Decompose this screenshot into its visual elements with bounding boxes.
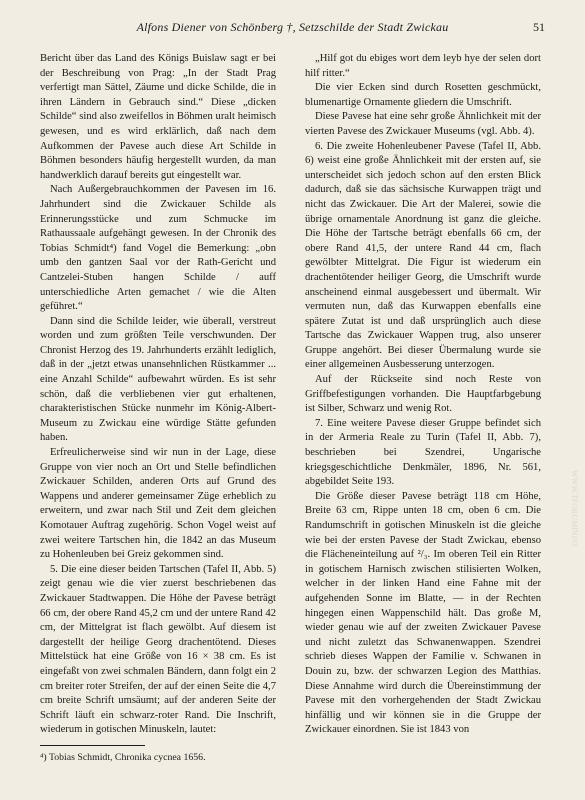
paragraph: Die Größe dieser Pavese beträgt 118 cm Höhe, Breite 63 cm, Rippe unten 18 cm, oben 6 cm. Die Randumschrift in gotischen Minuskeln ist die gleiche wie bei der ersten Pavese der Stadt Zwickau, ebenso die Flächeneinteilung auf ²/₃. Im oberen Teil ein Ritter in gotischem Harnisch zwischen stilisierten Wolken, welcher in der linken Hand eine Fahne mit der aufgehenden Sonne im Blatte, — in der Rechten hingegen einen Wappenschild hält. Das große M, wieder genau wie auf der zweiten Zwickauer Pavese und nicht zuletzt das Schwanenwappen. Szendrei schrieb dieses Wappen der Familie v. Schwanen in Douin zu, bzw. der schwarzen Legion des Matthias. Diese Annahme wird durch die Übereinstimmung der Pavese mit den vorhergehenden der Stadt Zwickau hinfällig und wir können sie in die Gruppe der Zwickauer einordnen. Sie ist 1843 von	[305, 490, 541, 736]
right-column	[305, 52, 541, 738]
quotation: „Hilf got du ebiges wort dem leyb hye der selen dort hilf ritter.“	[305, 53, 541, 79]
left-column	[40, 52, 276, 738]
paragraph: 5. Die eine dieser beiden Tartschen (Tafel II, Abb. 5) zeigt genau wie die vier zuerst beschriebenen das Zwickauer Stadtwappen. Die Höhe der Pavese beträgt 66 cm, der obere Rand 45,2 cm und der untere Rand 42 cm, der Mittelgrat ist flach gewölbt. Auf diesem ist dargestellt der heilige Georg drachentötend. Dieses Mittelstück hat eine Größe von 16 × 38 cm. Es ist eingefaßt von zwei schmalen Bändern, dann folgt ein 2 cm breiter roter Streifen, der auf der einen Seite die 4,7 cm breite Schrift umsäumt; auf der anderen Seite der Schrift läuft ein schwarz-roter Rand. Die Inschrift, wiederum in gotischen Minuskeln, lautet:	[40, 563, 276, 736]
footnote: ⁴) Tobias Schmidt, Chronika cycnea 1656.	[40, 752, 206, 763]
running-title: Alfons Diener von Schönberg †, Setzschilde der Stadt Zwickau	[136, 20, 449, 34]
paragraph: Erfreulicherweise sind wir nun in der Lage, diese Gruppe von vier noch an Ort und Stelle befindlichen Zwickauer Schilden, anderen Orts auf Grund des Wappens und anderer gemeinsamer Züge erheblich zu erweitern, und zwar nach Stil und Zeit dem gleichen Komotauer Auftrag zugehörig. Schon Vogel weist auf zwei weitere Tartschen hin, die 1842 an das Museum zu Hohenleuben bei Greiz gekommen sind.	[40, 447, 276, 561]
watermark: WWW.TFORUMINFO	[570, 470, 579, 546]
paragraph: Auf der Rückseite sind noch Reste von Griffbefestigungen vorhanden. Die Hauptfarbgebung ist Silber, Schwarz und wenig Rot.	[305, 374, 541, 415]
paragraph: Die vier Ecken sind durch Rosetten geschmückt, blumenartige Ornamente gliedern die Umschrift.	[305, 82, 541, 108]
paragraph: Dann sind die Schilde leider, wie überall, verstreut worden und zum größten Teile verschwunden. Der Chronist Herzog des 19. Jahrhunderts erzählt lediglich, daß in der „jetzt etwas unansehnlichen Rüstkammer ... eine Anzahl Schilde“ aufbewahrt würden. Es ist sehr schön, daß die verbliebenen vier gut erhaltenen, charakteristischen Stücke nunmehr im König-Albert-Museum zu Zwickau eine würdige Stätte gefunden haben.	[40, 315, 276, 444]
paragraph: Bericht über das Land des Königs Buislaw sagt er bei der Beschreibung von Prag: „In der Stadt Prag verfertigt man Sättel, Zäume und dicke Schilde, die in ihren Ländern in Gebrauch sind.“ Diese „dicken Schilde“ sind also zweifellos in Böhmen uralt heimisch gewesen, und es wird erklärlich, daß nach dem Aufkommen der Pavese auch diese Art Schilde in Böhmen besonders häufig hergestellt wurden, da man handwerklich darauf bereits gut eingestellt war.	[40, 53, 276, 181]
paragraph: Nach Außergebrauchkommen der Pavesen im 16. Jahrhundert sind die Zwickauer Schilde als Erinnerungsstücke und zum Schmucke im Rathaussaale aufgehängt gewesen. In der Chronik des Tobias Schmidt⁴) fand Vogel die Bemerkung: „obn umb den gantzen Saal vor der Rath-Gericht und Cantzelei-Stuben hangen Schilde / auff unterschiedliche Arten gemachet / wie die Alten geführet.“	[40, 184, 276, 313]
paragraph: 7. Eine weitere Pavese dieser Gruppe befindet sich in der Armeria Reale zu Turin (Tafel II, Abb. 7), beschrieben bei Szendrei, Ungarische kriegsgeschichtliche Denkmäler, 1896, Nr. 561, abgebildet Seite 193.	[305, 417, 541, 488]
paragraph: 6. Die zweite Hohenleubener Pavese (Tafel II, Abb. 6) weist eine große Ähnlichkeit mit der ersten auf, sie unterscheidet sich jedoch schon auf den ersten Blick dadurch, daß sie das sächsische Kurwappen trägt und nicht das Zwickauer. Die Art der Malerei, sowie die übrige ornamentale Anordnung ist ganz die gleiche. Die Höhe der Tartsche beträgt ebenfalls 66 cm, der obere Rand 41,5, der untere Rand 44 cm, flach gewölbter Mittelgrat. Die Figur ist wiederum ein drachentötender heiliger Georg, die Umschrift wurde anscheinend einmal ausgebessert und übermalt. Wir vermuten nun, daß das Kurwappen ebenfalls eine spätere Zutat ist und daß ursprünglich auch diese Tartsche das Zwickauer Wappen trug, also unserer Gruppe angehört. Bei dieser Übermalung wurde sie einer allgemeinen Ausbesserung unterzogen.	[305, 140, 541, 371]
paragraph: Diese Pavese hat eine sehr große Ähnlichkeit mit der vierten Pavese des Zwickauer Museums (vgl. Abb. 4).	[305, 111, 541, 137]
page-number: 51	[533, 20, 545, 34]
footnote-rule	[40, 745, 145, 746]
page-header	[40, 18, 545, 36]
